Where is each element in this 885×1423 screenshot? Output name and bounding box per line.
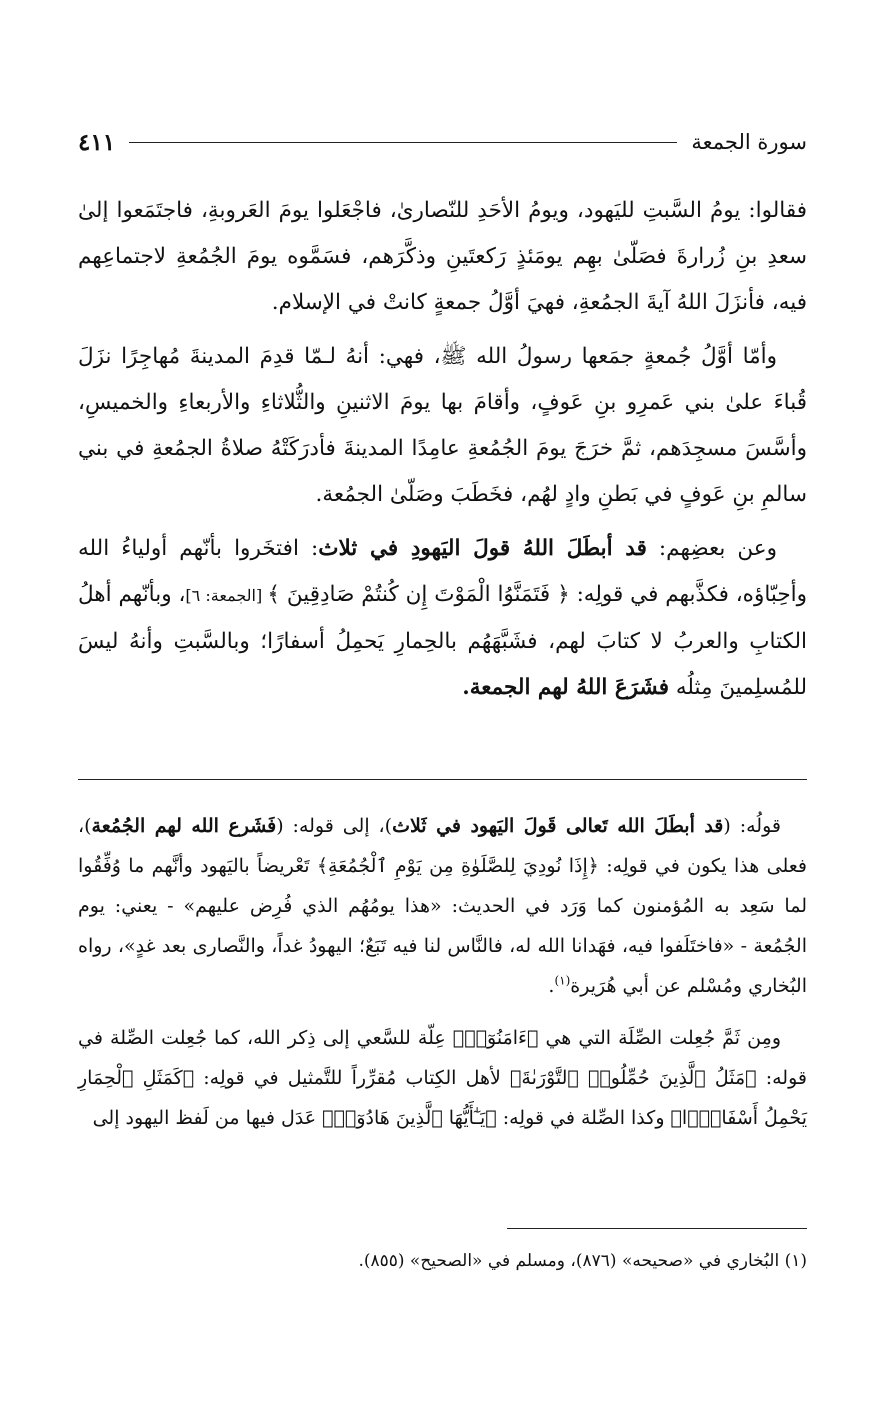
- c1-text: )، فعلى هذا يكون في قولِه: ﴿إِذَا نُودِيَ لِلصَّلَوٰةِ مِن يَوْمِ ٱلْجُمُعَةِ﴾ تَعْريضاً باليَهود وأنَّهم ما وُفِّقُوا لما سَعِد به المُؤمنون كما وَرَد في الحديث: «هذا يومُهُم الذي فُرِض عليهم» - يعني: يوم الجُمُعة - «فاختَلَفوا فيه، فهَدانا الله له، فالنَّاس لنا فيه تَبَعٌ؛ اليهودُ غداً، والنَّصارى بعد غدٍ»، رواه البُخاري ومُسْلم عن أبي هُرَيرة: [78, 815, 807, 997]
- c1-mid: )، إلى قوله: (: [276, 815, 393, 837]
- p3-text-b: ، وبأنّهم أهلُ الكتابِ والعربُ لا كتابَ لهم، فشَبَّهَهُم بالحِمارِ يَحمِلُ أسفارًا؛ وبالسَّبتِ وأنهُ ليسَ للمُسلِمينَ مِثلُه: [78, 582, 807, 700]
- commentary-paragraph-1: [78, 806, 807, 1006]
- c1-end: .: [548, 975, 555, 997]
- p3-bold: قد أبطَلَ اللهُ قولَ اليَهودِ في ثلاث: [318, 536, 647, 561]
- page-header: [78, 122, 807, 162]
- commentary-paragraph-2: ومِن ثَمَّ جُعِلت الصِّلَة التي هي ﴿ءَامَنُوٓا۟﴾ عِلّة للسَّعي إلى ذِكر الله، كما جُعِلت الصِّلة في قوله: ﴿مَثَلُ ٱلَّذِينَ حُمِّلُوا۟ ٱلتَّوْرَىٰةَ﴾ لأهل الكِتاب مُقرِّراً للتَّمثيل في قولِه: ﴿كَمَثَلِ ٱلْحِمَارِ يَحْمِلُ أَسْفَارًۢا﴾ وكذا الصِّلة في قولِه: ﴿يَـٰٓأَيُّهَا ٱلَّذِينَ هَادُوٓا۟﴾ عَدَل فيها من لَفظ اليهود إلى: [78, 1027, 807, 1129]
- main-paragraph-3: [78, 526, 807, 711]
- commentary-divider: [78, 779, 807, 780]
- c1-bold-1: قد أبطَلَ الله تَعالى قَولَ اليَهود في ثَلاث: [392, 815, 724, 837]
- c1-lead: قولُه: (: [723, 815, 781, 837]
- footnote-divider: [507, 1228, 807, 1229]
- main-paragraph-2: وأمّا أوَّلُ جُمعةٍ جمَعها رسولُ الله ﷺ، فهي: أنهُ لـمّا قدِمَ المدينةَ مُهاجِرًا نزَلَ قُباءَ علىٰ بني عَمرِو بنِ عَوفٍ، وأقامَ بها يومَ الاثنينِ والثُّلاثاءِ والأربعاءِ والخميسِ، وأسَّسَ مسجِدَهم، ثمَّ خرَجَ يومَ الجُمُعةِ عامِدًا المدينةَ فأدرَكَتْهُ صلاةُ الجمُعةِ في بني سالمِ بنِ عَوفٍ في بَطنِ وادٍ لهُم، فخَطَبَ وصَلّىٰ الجمُعة.: [78, 344, 807, 507]
- main-paragraph-1: فقالوا: يومُ السَّبتِ لليَهود، ويومُ الأحَدِ للنّصارىٰ، فاجْعَلوا يومَ العَروبةِ، فاجتَمَعوا إلىٰ سعدِ بنِ زُرارةَ فصَلّىٰ بهِم يومَئذٍ رَكعتَينِ وذكَّرَهم، فسَمَّوه يومَ الجُمُعةِ لاجتماعِهم فيه، فأنزَلَ اللهُ آيةَ الجمُعةِ، فهيَ أوَّلُ جمعةٍ كانتْ في الإسلام.: [78, 198, 807, 315]
- surah-title: سورة الجمعة: [691, 130, 807, 154]
- main-text: [78, 188, 807, 719]
- footnote: (١) البُخاري في «صحيحه» (٨٧٦)، ومسلم في «الصحيح» (٨٥٥).: [358, 1251, 807, 1271]
- p3-text-a: : افتخَروا بأنّهم أولياءُ الله وأحِبّاؤه، فكذَّبهم في قولِه:: [78, 536, 808, 607]
- p3-ref: [الجمعة: ٦]: [185, 586, 268, 605]
- page-number: ٤١١: [78, 128, 116, 156]
- c1-bold-2: فَشَرع الله لهم الجُمُعة: [91, 815, 277, 837]
- p3-aya: ﴿ فَتَمَنَّوُا الْمَوْتَ إِن كُنتُمْ صَادِقِينَ ﴾: [267, 582, 570, 607]
- header-rule: [129, 142, 677, 143]
- p3-end: فشَرَعَ اللهُ لهم الجمعة.: [462, 675, 669, 700]
- p3-lead: وعن بعضِهم:: [646, 536, 777, 561]
- commentary-text: [78, 806, 807, 1150]
- footnote-marker: (١): [554, 973, 571, 988]
